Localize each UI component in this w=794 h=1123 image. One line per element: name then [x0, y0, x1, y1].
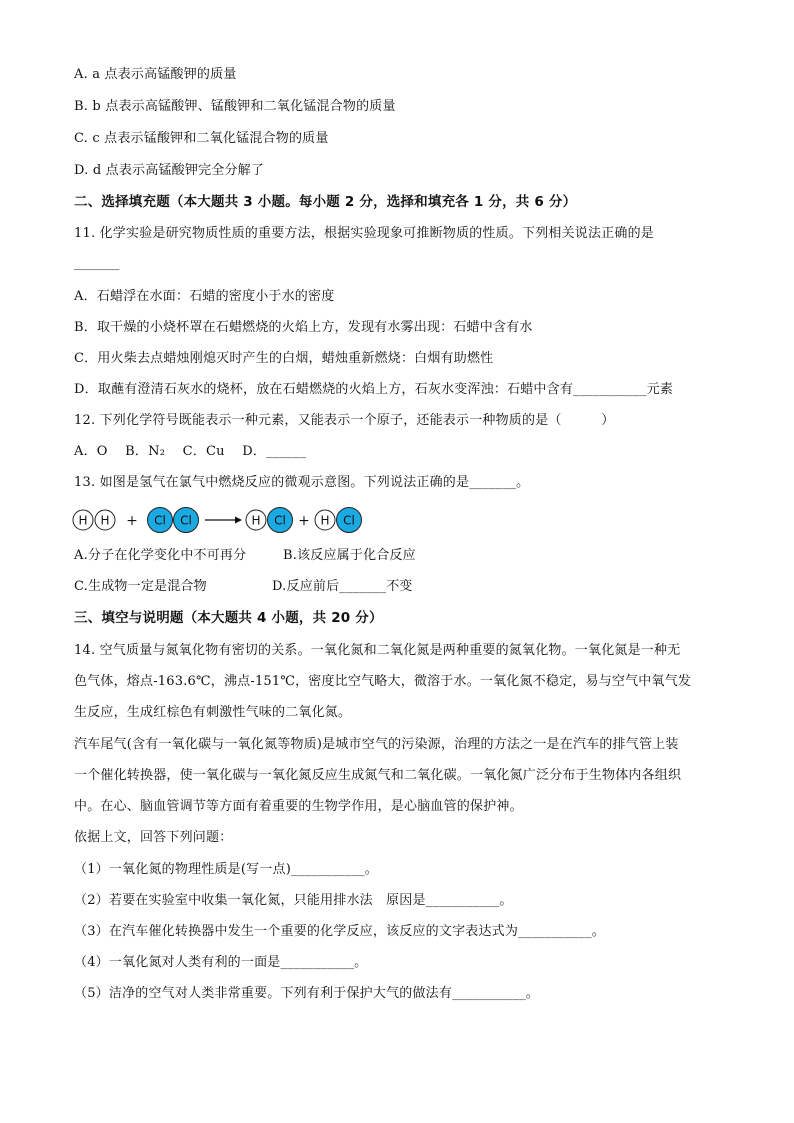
q11-answer-blank: _______	[74, 256, 120, 271]
section-3-heading: 三、填空与说明题（本大题共 4 小题，共 20 分）	[74, 610, 383, 626]
plus-sign: +	[126, 513, 138, 529]
q14-subquestion-5: （5）洁净的空气对人类非常重要。下列有利于保护大气的做法有___________。	[74, 986, 539, 1001]
q13-option-d: D.反应前后_______不变	[272, 579, 413, 594]
q13-stem: 13. 如图是氢气在氯气中燃烧反应的微观示意图。下列说法正确的是_______。	[74, 475, 530, 490]
q14-paragraph-1-line-1: 14. 空气质量与氮氧化物有密切的关系。一氧化氮和二氧化氮是两种重要的氮氧化物。一氧化氮是一种无	[74, 643, 681, 658]
plus-sign: +	[298, 513, 310, 529]
section-2-heading: 二、选择填充题（本大题共 3 小题。每小题 2 分，选择和填充各 1 分，共 6 分）	[74, 194, 577, 210]
q14-paragraph-1-line-3: 生反应，生成红棕色有刺激性气味的二氧化氮。	[74, 705, 352, 720]
q11-option-b: B．取干燥的小烧杯罩在石蜡燃烧的火焰上方，发现有水雾出现：石蜡中含有水	[74, 320, 533, 335]
q12-stem: 12. 下列化学符号既能表示一种元素，又能表示一个原子，还能表示一种物质的是（ ）	[74, 413, 615, 428]
q14-subquestion-4: （4）一氧化氮对人类有利的一面是___________。	[74, 955, 368, 970]
cl-label: Cl	[180, 513, 192, 528]
cl2-molecule	[148, 508, 199, 533]
q11-option-d: D．取蘸有澄清石灰水的烧杯，放在石蜡燃烧的火焰上方，石灰水变浑浊：石蜡中含有___________元素	[74, 382, 674, 397]
h2-molecule	[73, 510, 115, 530]
cl-label: Cl	[154, 513, 166, 528]
cl-label: Cl	[343, 513, 355, 528]
q13-option-a: A.分子在化学变化中不可再分	[74, 548, 247, 563]
h-label: H	[100, 513, 110, 528]
q14-paragraph-2-line-1: 汽车尾气(含有一氧化碳与一氧化氮等物质)是城市空气的污染源，治理的方法之一是在汽车的排气管上装	[74, 737, 679, 752]
q14-prompt: 依据上文，回答下列问题：	[74, 830, 233, 845]
q11-stem: 11. 化学实验是研究物质性质的重要方法，根据实验现象可推断物质的性质。下列相关说法正确的是	[74, 226, 655, 241]
reaction-diagram	[72, 507, 392, 533]
h-label: H	[251, 513, 261, 528]
cl-label: Cl	[274, 513, 286, 528]
q10-option-c: C. c 点表示锰酸钾和二氧化锰混合物的质量	[74, 131, 329, 146]
q10-option-a: A. a 点表示高锰酸钾的质量	[74, 67, 237, 82]
q11-option-a: A．石蜡浮在水面：石蜡的密度小于水的密度	[74, 289, 335, 304]
q13-option-b: B.该反应属于化合反应	[283, 548, 416, 563]
q14-subquestion-2: （2）若要在实验室中收集一氧化氮，只能用排水法 原因是___________。	[74, 893, 513, 908]
reaction-arrow	[205, 517, 242, 524]
hcl-molecule	[315, 508, 362, 533]
q13-option-c: C.生成物一定是混合物	[74, 579, 207, 594]
q14-paragraph-1-line-2: 色气体，熔点-163.6℃，沸点-151℃，密度比空气略大，微溶于水。一氧化氮不稳定，易与空气中氧气发	[74, 674, 692, 689]
q14-subquestion-1: （1）一氧化氮的物理性质是(写一点)___________。	[74, 862, 378, 877]
q14-paragraph-2-line-2: 一个催化转换器，使一氧化碳与一氧化氮反应生成氮气和二氧化碳。一氧化氮广泛分布于生物体内各组织	[74, 768, 682, 783]
q14-subquestion-3: （3）在汽车催化转换器中发生一个重要的化学反应，该反应的文字表达式为___________。	[74, 924, 605, 939]
q10-option-b: B. b 点表示高锰酸钾、锰酸钾和二氧化锰混合物的质量	[74, 99, 396, 114]
h-label: H	[320, 513, 330, 528]
h-label: H	[78, 513, 88, 528]
q12-options: A．O B．N₂ C．Cu D．______	[74, 444, 307, 459]
q10-option-d: D. d 点表示高锰酸钾完全分解了	[74, 163, 265, 178]
q14-paragraph-2-line-3: 中。在心、脑血管调节等方面有着重要的生物学作用，是心脑血管的保护神。	[74, 799, 523, 814]
hcl-molecule	[246, 508, 293, 533]
q11-option-c: C．用火柴去点蜡烛刚熄灭时产生的白烟，蜡烛重新燃烧：白烟有助燃性	[74, 351, 494, 366]
